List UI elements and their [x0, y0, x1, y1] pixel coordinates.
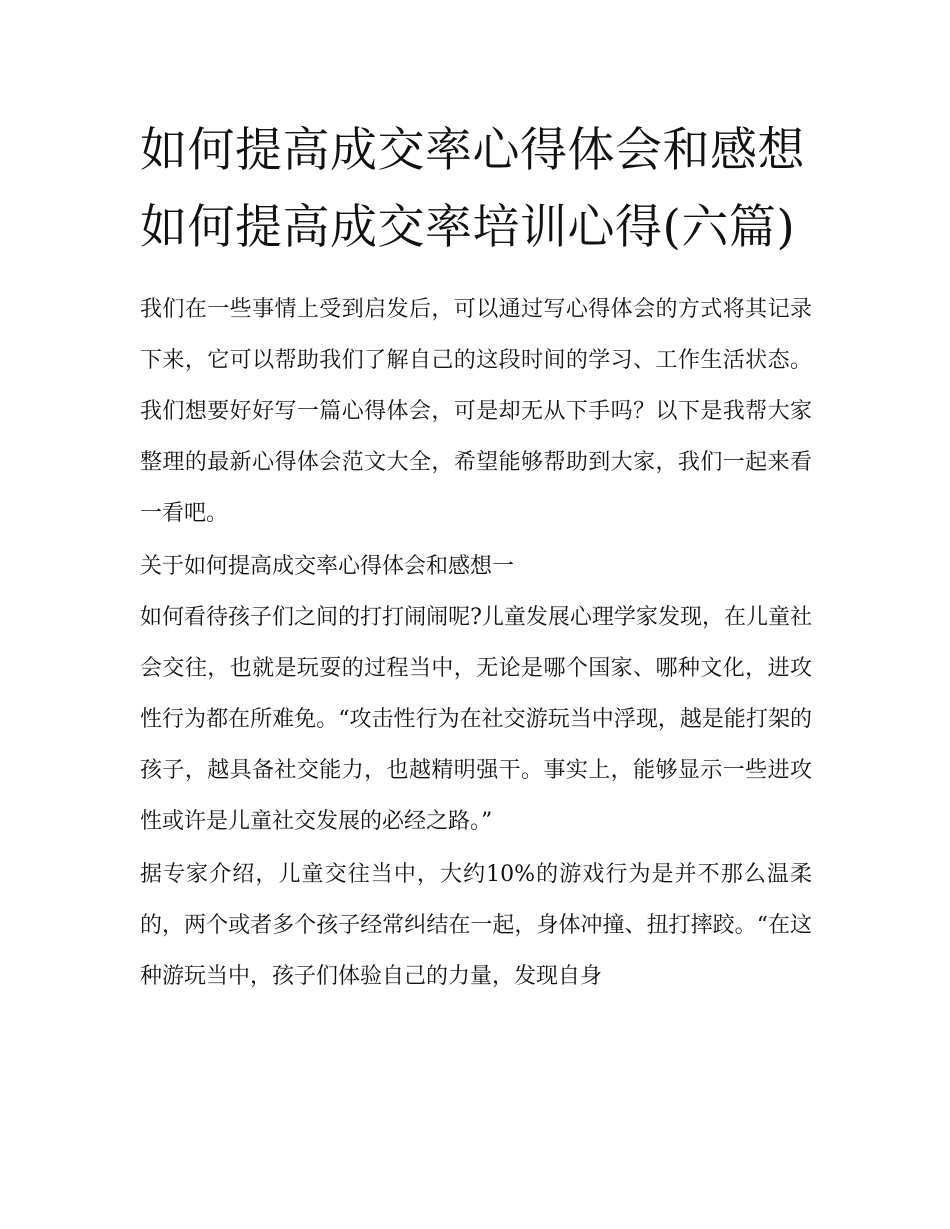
- section-heading: 关于如何提高成交率心得体会和感想一: [140, 554, 515, 579]
- body-paragraph: 据专家介绍，儿童交往当中，大约10%的游戏行为是并不那么温柔的，两个或者多个孩子经常纠结在一起，身体冲撞、扭打摔跤。“在这种游玩当中，孩子们体验自己的力量，发现自身: [140, 862, 812, 989]
- document-body: [140, 112, 812, 1004]
- body-paragraph: 如何看待孩子们之间的打打闹闹呢?儿童发展心理学家发现，在儿童社会交往，也就是玩耍的过程当中，无论是哪个国家、哪种文化，进攻性行为都在所难免。“攻击性行为在社交游玩当中浮现，越是能打架的孩子，越具备社交能力，也越精明强干。事实上，能够显示一些进攻性或许是儿童社交发展的必经之路。”: [140, 605, 812, 834]
- document-title: 如何提高成交率心得体会和感想 如何提高成交率培训心得(六篇): [140, 123, 805, 255]
- intro-paragraph: 我们在一些事情上受到启发后，可以通过写心得体会的方式将其记录下来，它可以帮助我们了解自己的这段时间的学习、工作生活状态。我们想要好好写一篇心得体会，可是却无从下手吗？以下是我帮大家整理的最新心得体会范文大全，希望能够帮助到大家，我们一起来看一看吧。: [140, 297, 812, 526]
